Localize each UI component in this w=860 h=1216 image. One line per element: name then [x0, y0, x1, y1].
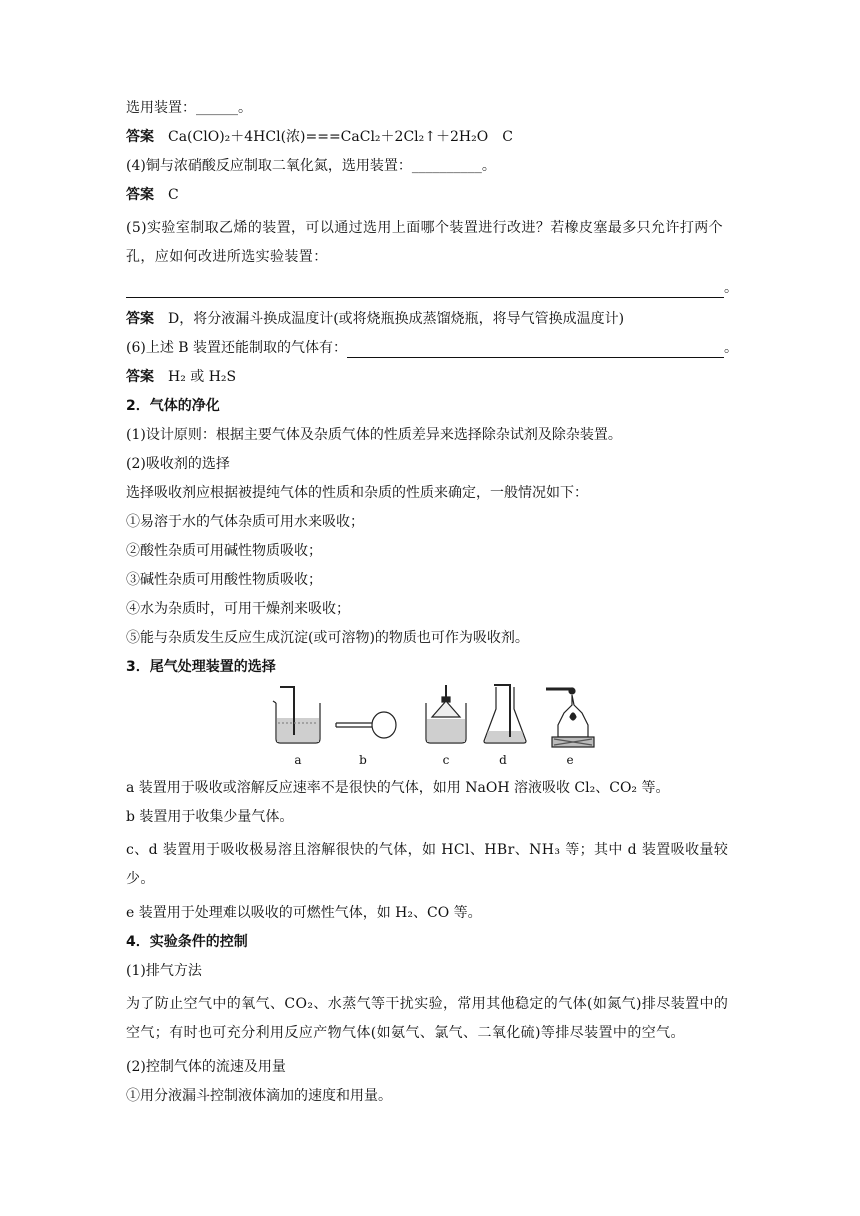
answer-text: Ca(ClO)₂＋4HCl(浓)===CaCl₂＋2Cl₂↑＋2H₂O C	[168, 129, 513, 145]
section-4-exhaust-text: 为了防止空气中的氧气、CO₂、水蒸气等干扰实验，常用其他稳定的气体(如氮气)排尽装置中的空气；有时也可充分利用反应产物气体(如氨气、氯气、二氧化硫)等排尽装置中的空气。	[126, 996, 729, 1041]
section-2-principle: (1)设计原则：根据主要气体及杂质气体的性质差异来选择除杂试剂及除杂装置。	[126, 427, 622, 443]
question-6-text: (6)上述 B 装置还能制取的气体有：	[126, 340, 348, 356]
answer-line-5	[126, 309, 738, 329]
question-5: (5)实验室制取乙烯的装置，可以通过选用上面哪个装置进行改进？若橡皮塞最多只允许打两个孔，应如何改进所选实验装置：	[126, 220, 724, 265]
answer-label: 答案	[126, 187, 154, 203]
period: 。	[724, 280, 738, 296]
apparatus-drawings	[272, 683, 602, 753]
figure-label-a: a	[294, 753, 302, 767]
apparatus-c-funnel-beaker-icon	[426, 685, 466, 743]
apparatus-b-gas-bag-icon	[336, 712, 396, 738]
period: 。	[724, 340, 738, 356]
answer-label: 答案	[126, 311, 154, 327]
answer-label: 答案	[126, 129, 154, 145]
section-2-intro: 选择吸收剂应根据被提纯气体的性质和杂质的性质来确定，一般情况如下：	[126, 485, 588, 501]
list-item: ④水为杂质时，可用干燥剂来吸收；	[126, 601, 350, 617]
list-item: ②酸性杂质可用碱性物质吸收；	[126, 543, 322, 559]
description-a: a 装置用于吸收或溶解反应速率不是很快的气体，如用 NaOH 溶液吸收 Cl₂、CO₂ 等。	[126, 780, 670, 796]
section-2-heading: 2．气体的净化	[126, 398, 220, 414]
answer-blank-5	[126, 278, 738, 298]
list-item: ③碱性杂质可用酸性物质吸收；	[126, 572, 322, 588]
list-item: ①易溶于水的气体杂质可用水来吸收；	[126, 514, 364, 530]
section-4-subheading-1: (1)排气方法	[126, 963, 202, 979]
figure-label-c: c	[442, 753, 450, 767]
apparatus-a-beaker-icon	[273, 687, 320, 743]
answer-text: D，将分液漏斗换成温度计(或将烧瓶换成蒸馏烧瓶，将导气管换成温度计)	[168, 311, 625, 327]
answer-line-6	[126, 367, 738, 387]
answer-text: C	[168, 187, 179, 203]
answer-label: 答案	[126, 369, 154, 385]
figure-label-b: b	[359, 753, 367, 767]
list-item: ⑤能与杂质发生反应生成沉淀(或可溶物)的物质也可作为吸收剂。	[126, 630, 529, 646]
figure-label-e: e	[566, 753, 574, 767]
section-4-item-1: ①用分液漏斗控制液体滴加的速度和用量。	[126, 1088, 392, 1104]
figure-label-d: d	[499, 753, 507, 767]
section-4-heading: 4．实验条件的控制	[126, 934, 248, 950]
select-device-line: 选用装置：______。	[126, 100, 252, 116]
section-3-heading: 3．尾气处理装置的选择	[126, 659, 276, 675]
description-b: b 装置用于收集少量气体。	[126, 809, 294, 825]
question-6	[126, 338, 738, 358]
apparatus-d-flask-icon	[484, 685, 526, 743]
section-2-subheading: (2)吸收剂的选择	[126, 456, 230, 472]
tail-gas-apparatus-figure	[126, 683, 738, 769]
description-e: e 装置用于处理难以吸收的可燃性气体，如 H₂、CO 等。	[126, 905, 482, 921]
description-cd: c、d 装置用于吸收极易溶且溶解很快的气体，如 HCl、HBr、NH₃ 等；其中 d 装置吸收量较少。	[126, 842, 729, 887]
document-page	[126, 98, 738, 1106]
section-4-subheading-2: (2)控制气体的流速及用量	[126, 1059, 286, 1075]
answer-line-reaction	[126, 127, 738, 147]
apparatus-e-burner-icon	[546, 688, 594, 747]
answer-line-4	[126, 185, 738, 205]
blank-underline	[347, 343, 724, 358]
blank-underline	[126, 283, 724, 298]
answer-text: H₂ 或 H₂S	[168, 369, 237, 385]
question-4: (4)铜与浓硝酸反应制取二氧化氮，选用装置：__________。	[126, 158, 496, 174]
